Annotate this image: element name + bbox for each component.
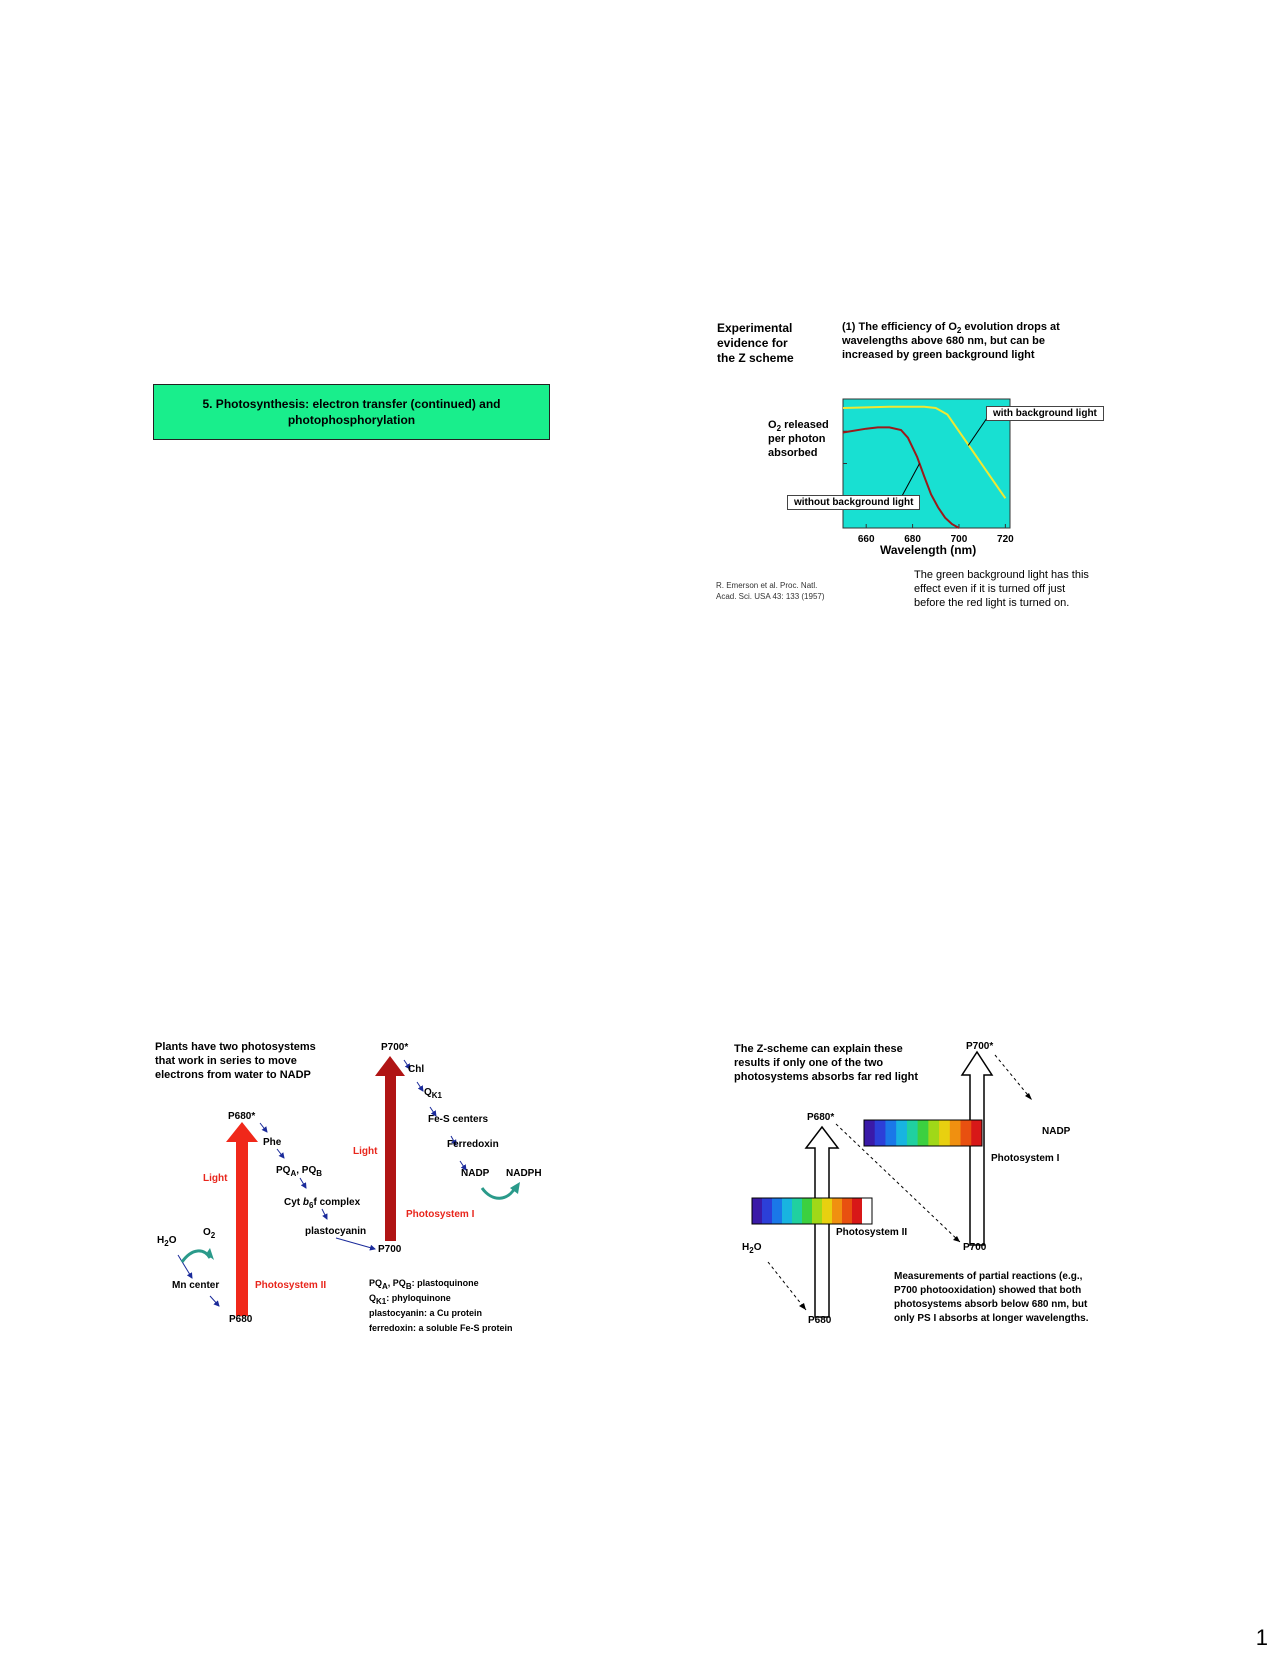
- spectrum-cell: [961, 1120, 972, 1146]
- label-pq: $PQ_A$, $PQ_B$: [276, 1165, 323, 1178]
- label-plastocyanin: plastocyanin: [305, 1226, 367, 1237]
- label-p700: P700: [378, 1244, 402, 1255]
- spectrum-cell: [842, 1198, 853, 1224]
- spectrum-cell: [950, 1120, 961, 1146]
- label-p680-star-2: P680*: [807, 1112, 835, 1123]
- spectrum-cell: [864, 1120, 875, 1146]
- label-nadp-2: NADP: [1042, 1126, 1071, 1137]
- heading-line: the Z scheme: [717, 351, 794, 365]
- label-light-left: Light: [203, 1173, 228, 1184]
- x-tick-label: 680: [904, 534, 921, 545]
- label-qk1: $Q_{K1}$: [424, 1087, 443, 1100]
- x-tick-label: 700: [950, 534, 968, 545]
- spectrum-cell: [907, 1120, 918, 1146]
- spectrum-cell: [792, 1198, 803, 1224]
- slide3-legend: PQA, PQB: plastoquinone QK1: phyloquinone plastocyanin: a Cu protein ferredoxin: a soluble Fe-S protein: [369, 1278, 513, 1333]
- label-h2o-2: $H_2O$: [742, 1242, 762, 1255]
- psii-absorption-spectrum: [752, 1198, 873, 1224]
- spectrum-cell: [939, 1120, 950, 1146]
- label-p680-2: P680: [808, 1315, 832, 1326]
- spectrum-cell: [772, 1198, 783, 1224]
- title-line-1: 5. Photosynthesis: electron transfer (continued) and: [202, 397, 501, 411]
- label-p680-star: P680*: [228, 1111, 256, 1122]
- x-tick-label: 720: [997, 534, 1014, 545]
- label-light-right: Light: [353, 1146, 378, 1157]
- spectrum-cell: [896, 1120, 907, 1146]
- spectrum-cell: [885, 1120, 896, 1146]
- spectrum-cell: [802, 1198, 813, 1224]
- label-cyt-b6f: Cyt $b_6f$ complex: [284, 1197, 361, 1210]
- legend-without-background-light: without background light: [787, 495, 920, 510]
- label-nadp: NADP: [461, 1168, 490, 1179]
- label-fes-centers: Fe-S centers: [428, 1114, 489, 1125]
- point-line: increased by green background light: [842, 349, 1035, 361]
- psi-hollow-arrow: [962, 1052, 992, 1245]
- label-h2o: $H_2O$: [157, 1235, 177, 1248]
- point-line: (1) The efficiency of $O_2$ evolution drops at: [842, 321, 1060, 336]
- spectrum-cell: [822, 1198, 833, 1224]
- spectrum-cell: [762, 1198, 773, 1224]
- label-chl: Chl: [408, 1064, 425, 1075]
- spectrum-cell: [971, 1120, 982, 1146]
- spectrum-cell: [812, 1198, 823, 1224]
- spectrum-cell: [782, 1198, 793, 1224]
- legend-with-background-light: with background light: [986, 406, 1104, 421]
- citation: R. Emerson et al. Proc. Natl. Acad. Sci. USA 43: 133 (1957): [716, 581, 825, 601]
- spectrum-cell: [875, 1120, 886, 1146]
- x-tick-label: 660: [857, 534, 875, 545]
- heading-line: evidence for: [717, 336, 788, 350]
- spectrum-cell: [918, 1120, 929, 1146]
- title-line-2: photophosphorylation: [287, 413, 416, 427]
- psi-absorption-spectrum: [864, 1120, 983, 1146]
- spectrum-cell: [832, 1198, 843, 1224]
- page-number: 1: [1255, 1625, 1268, 1650]
- label-photosystem-i: Photosystem I: [406, 1209, 475, 1220]
- label-photosystem-ii: Photosystem II: [255, 1280, 327, 1291]
- label-photosystem-i-2: Photosystem I: [991, 1153, 1060, 1164]
- spectrum-cell: [862, 1198, 873, 1224]
- label-photosystem-ii-2: Photosystem II: [836, 1227, 908, 1238]
- heading-line: Experimental: [717, 321, 793, 335]
- label-p700-star: P700*: [381, 1042, 409, 1053]
- spectrum-cell: [852, 1198, 863, 1224]
- chart-xlabel: Wavelength (nm): [880, 543, 977, 557]
- point-line: wavelengths above 680 nm, but can be: [842, 335, 1045, 347]
- slide4-note: Measurements of partial reactions (e.g., P700 photooxidation) showed that both photosystems absorb below 680 nm, but only PS I absorbs at longer wavelengths.: [894, 1271, 1089, 1324]
- spectrum-cell: [752, 1198, 763, 1224]
- slide3-heading: Plants have two photosystems that work in series to move electrons from water to NADP: [155, 1041, 316, 1081]
- label-o2: $O_2$: [203, 1227, 216, 1240]
- slide2-note: The green background light has this effect even if it is turned off just before the red light is turned on.: [914, 569, 1089, 609]
- label-ferredoxin: Ferredoxin: [447, 1139, 499, 1150]
- slide4-heading: The Z-scheme can explain these results if only one of the two photosystems absorbs far red light: [734, 1043, 918, 1083]
- label-p680: P680: [229, 1314, 253, 1325]
- label-p700-star-2: P700*: [966, 1041, 994, 1052]
- label-phe: Phe: [263, 1137, 282, 1148]
- spectrum-cell: [928, 1120, 939, 1146]
- label-mn-center: Mn center: [172, 1280, 220, 1291]
- label-p700-2: P700: [963, 1242, 987, 1253]
- label-nadph: NADPH: [506, 1168, 542, 1179]
- chart-ylabel: $O_2$ released per photon absorbed: [768, 419, 829, 459]
